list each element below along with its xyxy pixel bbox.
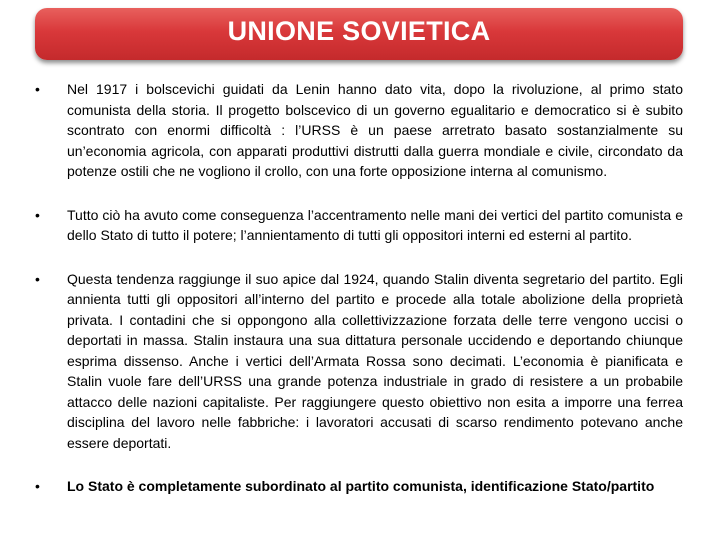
bullet-text: Lo Stato è completamente subordinato al partito comunista, identificazione Stato/partito bbox=[67, 478, 655, 494]
bullet-marker: • bbox=[35, 270, 40, 287]
bullet-item bbox=[35, 79, 683, 182]
title-banner bbox=[35, 8, 683, 60]
bullet-marker: • bbox=[35, 206, 40, 223]
bullet-item bbox=[35, 205, 683, 246]
bullet-text: Questa tendenza raggiunge il suo apice dal 1924, quando Stalin diventa segretario del partito. Egli annienta tutti gli oppositori all’interno del partito e procede alla totale abolizione della proprietà privata. I contadini che si oppongono alla collettivizzazione forzata delle terre vengono uccisi o deportati in massa. Stalin instaura una sua dittatura personale uccidendo e deportando chiunque esprima dissenso. Anche i vertici dell’Armata Rossa sono decimati. L’economia è pianificata e Stalin vuole fare dell’URSS una grande potenza industriale in grado di resistere a un probabile attacco delle nazioni capitaliste. Per raggiungere questo obiettivo non esita a imporre una ferrea disciplina del lavoro nelle fabbriche: i lavoratori accusati di scarso rendimento potevano anche essere deportati. bbox=[67, 270, 683, 451]
bullet-item-bold bbox=[35, 476, 683, 497]
bullet-marker: • bbox=[35, 478, 40, 494]
bullet-list bbox=[35, 79, 683, 497]
slide-title: UNIONE SOVIETICA bbox=[227, 16, 491, 46]
bullet-text: Tutto ciò ha avuto come conseguenza l’accentramento nelle mani dei vertici del partito comunista e dello Stato di tutto il potere; l’annientamento di tutti gli oppositori interni ed esterni al partito. bbox=[67, 206, 683, 243]
bullet-item bbox=[35, 269, 683, 454]
bullet-text: Nel 1917 i bolscevichi guidati da Lenin hanno dato vita, dopo la rivoluzione, al primo stato comunista della storia. Il progetto bolscevico di un governo egualitario e democratico si è subito scontrato con enormi difficoltà : l’URSS è un paese arretrato basato sostanzialmente su un’economia agricola, con apparati produttivi distrutti dalla guerra mondiale e civile, circondato da potenze ostili che ne vogliono il crollo, con una forte opposizione interna al comunismo. bbox=[67, 81, 683, 179]
bullet-marker: • bbox=[35, 81, 40, 97]
